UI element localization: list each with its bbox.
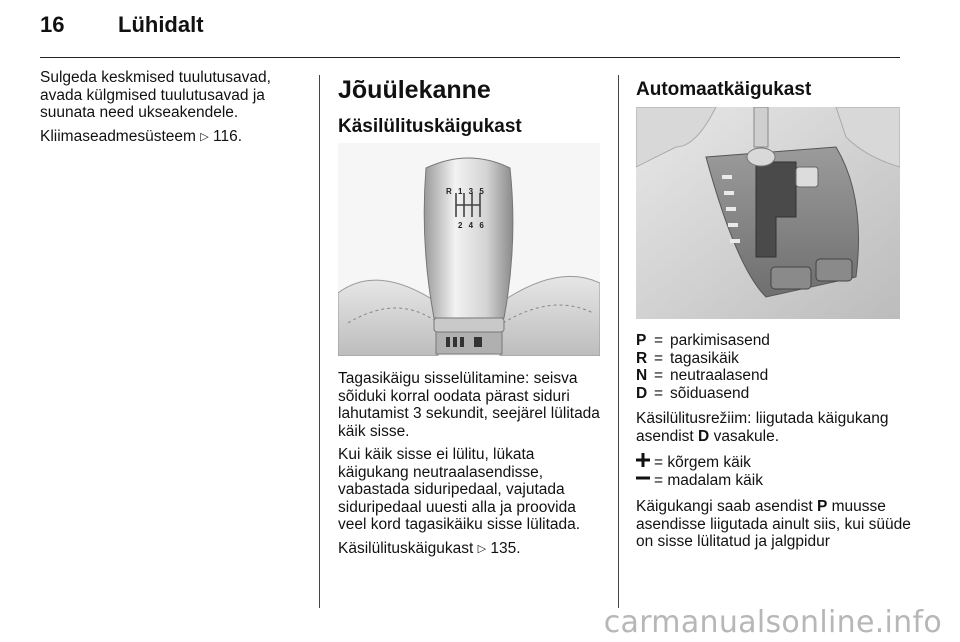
legend-key: D [636,384,648,402]
legend-key: N [636,367,648,384]
legend-equals: = [654,384,664,402]
legend-equals: = [654,367,664,384]
col1-reference [40,128,302,147]
knob-top-labels: R 1 3 5 [446,187,486,196]
manual-mode-key: D [698,427,710,445]
legend-equals: = [654,349,664,367]
column-divider-1 [319,75,320,608]
manual-mode-paragraph [636,410,916,445]
legend-row-n [636,367,916,385]
gear-legend [636,332,916,551]
col1-ref-text: Kliimaseadmesüsteem [40,127,196,145]
legend-text: sõiduasend [670,384,750,402]
minus-row [636,471,916,489]
park-release-text-end: muusse asendisse liigutada ainult siis, kui süüde on sisse lülitatud ja jalgpidur [636,498,911,550]
gear-knob-illustration [338,143,600,356]
legend-text: tagasikäik [670,349,739,367]
col2-reference [338,540,600,559]
column-1 [40,69,302,146]
plus-text: = kõrgem käik [654,454,751,471]
reference-arrow-icon: ▷ [477,542,487,555]
legend-row-r [636,350,916,368]
park-release-key: P [816,498,828,515]
watermark: carmanualsonline.info [603,605,942,640]
subsection-heading-manual: Käsilülituskäigukast [338,116,522,137]
page-title: Lühidalt [118,12,204,37]
legend-row-d [636,385,916,403]
manual-gear-knob-image [338,143,600,356]
manual-text-block [338,370,600,558]
legend-key: P [636,332,647,349]
legend-text: parkimisasend [670,332,770,349]
reference-arrow-icon: ▷ [200,130,209,143]
legend-text: neutraalasend [670,367,769,384]
legend-equals: = [654,332,664,349]
section-heading: Jõuülekanne [338,76,491,104]
knob-bottom-labels: 2 4 6 [458,221,486,230]
manual-mode-text: Käsilülitusrežiim: liigutada käigukang asendist [636,410,889,445]
legend-key: R [636,349,648,367]
reverse-gear-paragraph: Tagasikäigu sisselülitamine: seisva sõiduki korral oodata pärast siduri lahutamist 3 sekundit, seejärel lülitada käik sisse. [338,370,600,440]
col2-ref-text: Käsilülituskäigukast [338,539,474,557]
plus-row [636,453,916,471]
column-divider-2 [618,75,619,608]
retry-paragraph: Kui käik sisse ei lülitu, lükata käigukang neutraalasendisse, vabastada siduripedaal, vajutada siduripedaal uuesti alla ja proovida veel kord tagasikäiku sisse lülitada. [338,446,581,533]
col2-ref-page[interactable]: 135. [490,539,521,557]
park-release-text: Käigukangi saab asendist [636,498,813,515]
minus-icon [636,471,654,490]
plus-icon [636,453,654,472]
col1-paragraph: Sulgeda keskmised tuulutusavad, avada külgmised tuulutusavad ja suunata need ukseakendele. [40,69,271,121]
automatic-selector-illustration [636,107,900,319]
park-release-paragraph [636,498,916,551]
minus-text: = madalam käik [654,471,763,489]
header-rule [40,57,900,58]
manual-mode-text-end: vasakule. [713,427,780,445]
col1-ref-page[interactable]: 116. [213,127,243,145]
automatic-gear-selector-image [636,107,900,319]
legend-row-p [636,332,916,350]
subsection-heading-automatic: Automaatkäigukast [636,79,812,100]
page-number: 16 [40,12,65,37]
